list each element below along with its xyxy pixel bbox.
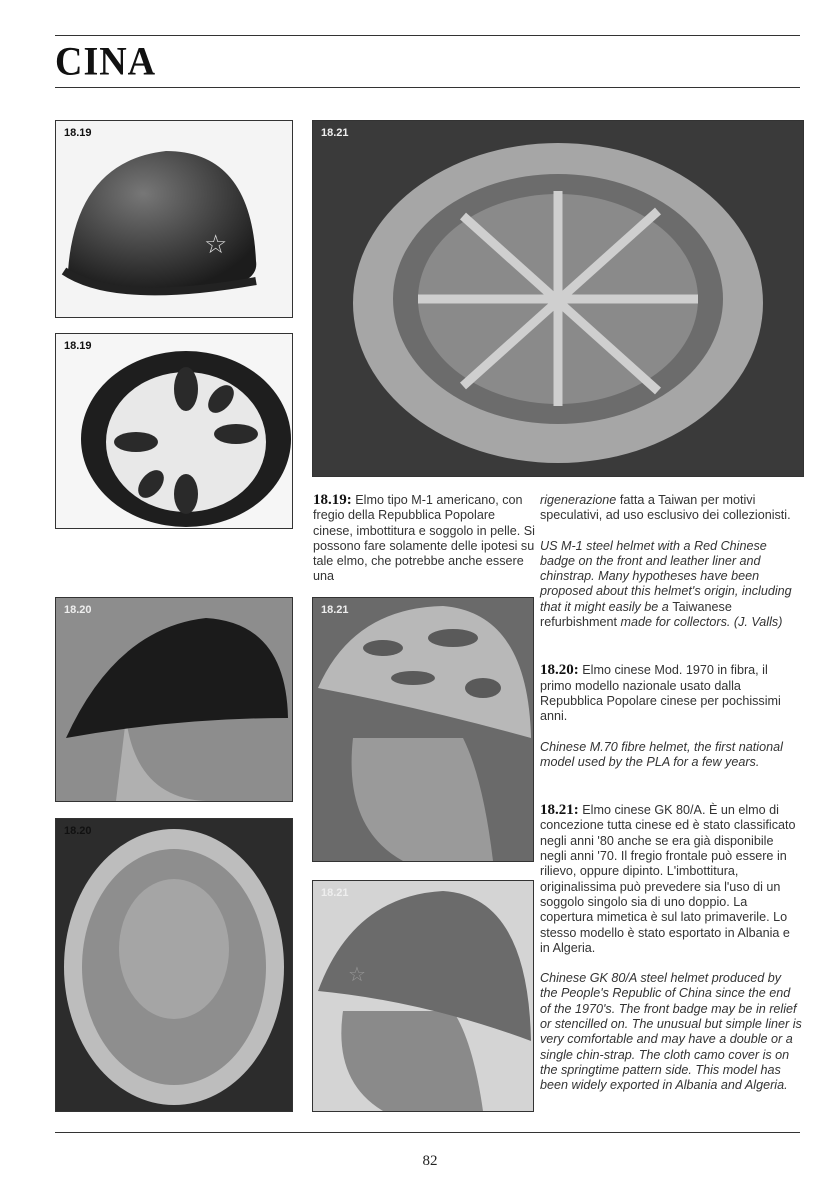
helmet-interior-illustration xyxy=(56,819,292,1111)
caption-number: 18.19: xyxy=(313,492,352,508)
photo-1820-helmet-on-mannequin xyxy=(55,597,293,802)
bottom-rule xyxy=(55,1132,800,1133)
caption-text: made for collectors. (J. Valls) xyxy=(617,615,783,630)
photo-label: 18.21 xyxy=(321,127,349,139)
helmet-interior-illustration xyxy=(313,121,803,476)
helmet-illustration xyxy=(56,598,292,801)
svg-text:☆: ☆ xyxy=(348,964,366,986)
helmet-illustration xyxy=(56,121,292,317)
caption-text: fatta a Taiwan per motivi speculativi, ad uso esclusivo dei collezionisti. xyxy=(540,493,791,523)
caption-1820-italian xyxy=(540,663,802,724)
caption-1821-english: Chinese GK 80/A steel helmet produced by the People's Republic of China since the end of the 1970's. The front badge may be in relief or stencilled on. The unusual but simple liner is very comfortable and may have a double or a single chin-strap. The cloth camo cover is on the springtime pattern side. This model has been widely exported in Albania and Algeria. xyxy=(540,971,802,1093)
caption-1819-italian xyxy=(313,493,535,585)
caption-text: Taiwanese refurbishment xyxy=(540,599,732,630)
caption-text: US M-1 steel helmet with a Red Chinese badge on the front and leather liner and chinstrap. Many hypotheses have been proposed about this helmet's origin, including that it might easily be a xyxy=(540,538,792,614)
caption-number: 18.21: xyxy=(540,802,579,819)
photo-1820-helmet-interior xyxy=(55,818,293,1112)
photo-label: 18.20 xyxy=(64,604,92,616)
caption-text: Elmo cinese Mod. 1970 in fibra, il primo modello nazionale usato dalla Repubblica Popolare cinese per pochissimi anni. xyxy=(540,663,781,724)
caption-1820-english: Chinese M.70 fibre helmet, the first national model used by the PLA for a few years. xyxy=(540,739,783,769)
photo-label: 18.21 xyxy=(321,604,349,616)
caption-1819-english xyxy=(540,539,802,631)
helmet-illustration xyxy=(313,881,533,1111)
page-title: CINA xyxy=(55,39,157,85)
page-number: 82 xyxy=(422,1153,438,1169)
helmet-illustration xyxy=(313,598,533,861)
title-underline xyxy=(55,87,800,88)
helmet-interior-illustration xyxy=(56,334,292,528)
caption-column-right xyxy=(540,493,802,1109)
photo-1821-helmet-on-mannequin xyxy=(312,880,534,1112)
photo-1821-helmet-interior-large xyxy=(312,120,804,477)
photo-label: 18.19 xyxy=(64,127,92,139)
caption-1821-italian xyxy=(540,803,802,956)
top-rule xyxy=(55,35,800,36)
svg-text:☆: ☆ xyxy=(204,229,228,259)
photo-label: 18.19 xyxy=(64,340,92,352)
photo-1819-helmet-interior xyxy=(55,333,293,529)
photo-label: 18.21 xyxy=(321,887,349,899)
photo-label: 18.20 xyxy=(64,825,92,837)
caption-text: rigenerazione xyxy=(540,493,617,507)
caption-number: 18.20: xyxy=(540,662,579,679)
caption-text: Elmo cinese GK 80/A. È un elmo di concezione tutta cinese ed è stato classificato negli anni '80 anche se era già disponibile negli anni '70. Il fregio frontale può essere in rilievo, oppure dipinto. L'imbottitura, originalissima può prevedere sia l'uso di un soggolo singolo sia di uno doppio. La copertura mimetica è sul lato primaverile. Lo stesso modello è stato esportato in Albania e in Algeria. xyxy=(540,803,796,955)
photo-1821-camo-cover-on-mannequin xyxy=(312,597,534,862)
photo-1819-helmet-side xyxy=(55,120,293,318)
caption-text: Elmo tipo M-1 americano, con fregio della Repubblica Popolare cinese, imbottitura e soggolo in pelle. Si possono fare solamente delle ipotesi su tale elmo, che potrebbe anche essere una xyxy=(313,493,535,584)
caption-1819-italian-continued xyxy=(540,493,802,524)
